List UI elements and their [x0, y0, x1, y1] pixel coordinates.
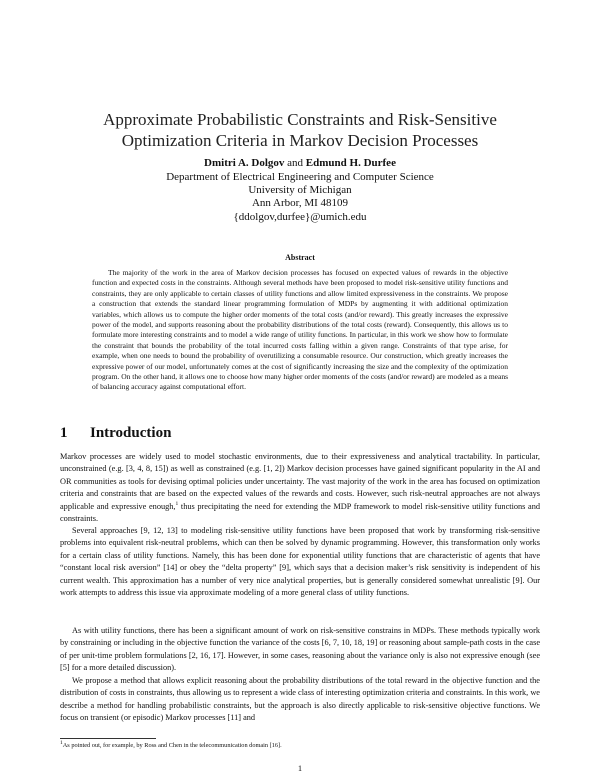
intro-paragraph-1-text-b: thus precipitating the need for extending the MDP framework to model risk-sensitive utility functions and constraints. [60, 501, 541, 524]
section-number: 1 [60, 425, 68, 441]
affiliation-department: Department of Electrical Engineering and Computer Science [166, 171, 434, 183]
author-conjunction: and [284, 157, 306, 169]
intro-paragraph-4: We propose a method that allows explicit reasoning about the probability distributions of the total reward in the objective function and the distribution of costs in constraints, thus allowing us to represent a wide class of interesting optimization criteria and constraints. In this work, we describe a method for handling probabilistic constraints, but the approach is also directly applicable to risk-sensitive objective functions. We focus on transient (or episodic) Markov processes [11] and [60, 676, 540, 723]
author-1: Dmitri A. Dolgov [204, 157, 285, 169]
title-line-1: Approximate Probabilistic Constraints and Risk-Sensitive [103, 110, 497, 129]
intro-paragraph-3: As with utility functions, there has been a significant amount of work on risk-sensitive constrains in MDPs. These methods typically work by constraining or including in the objective function the variance of the costs [6, 7, 10, 18, 19] or reasoning about sample-path costs in the case of per unit-time problem formulations [2, 16, 17]. However, in some cases, reasoning about the variance only is also not expressive enough (see [5] for a more detailed discussion). [60, 626, 540, 673]
footnote-reference: 1 [175, 501, 179, 508]
section-title: Introduction [90, 425, 172, 441]
intro-paragraph-2: Several approaches [9, 12, 13] to modeling risk-sensitive utility functions have been proposed that work by transforming risk-sensitive problems into equivalent risk-neutral problems, which can then be solved by dynamic programming. However, this transformation only works for a certain class of utility functions. Namely, this has been done for exponential utility functions that are characteristic of agents that have “constant local risk aversion” [14] or obey the “delta property” [9], which says that a decision maker’s risk sensitivity is independent of his current wealth. This approximation has a number of very nice analytical properties, but is generally considered somewhat unrealistic [9]. Our work attempts to address this issue via approximate modeling of a more general class of utility functions. [60, 526, 540, 598]
footnote-marker: 1 [60, 739, 63, 746]
author-emails: {ddolgov,durfee}@umich.edu [233, 211, 367, 223]
page-number: 1 [297, 763, 303, 773]
intro-paragraph-1-text-a: Markov processes are widely used to model stochastic environments, due to their expressiveness and analytical tractability. In particular, unconstrained (e.g. [3, 4, 8, 15]) as well as constrained (e.g. [1, 2]) Markov decision processes have gained significant popularity in the AI and OR communities as tools for devising optimal policies under uncertainty. The vast majority of the work in the area has focused on optimization criteria and constraints that are based on the expected values of the rewards and costs. However, such risk-neutral approaches are not always applicable and expressive enough, [60, 452, 540, 511]
author-2: Edmund H. Durfee [305, 157, 396, 169]
affiliation-address: Ann Arbor, MI 48109 [251, 197, 349, 209]
footnote-text: As pointed out, for example, by Ross and Chen in the telecommunication domain [16]. [62, 742, 282, 749]
affiliation-university: University of Michigan [248, 184, 352, 196]
abstract-text: The majority of the work in the area of Markov decision processes has focused on expected values of rewards in the objective function and expected costs in the constraints. Although several methods have been proposed to model risk-sensitive utility functions and constraints, they are only applicable to certain classes of utility functions and allow limited expressiveness in the constraints. We propose a construction that extends the standard linear programming formulation of MDPs by augmenting it with additional optimization variables, which allows us to compute the higher order moments of the total costs (and/or reward). This greatly increases the expressive power of the model, and supports reasoning about the probability distributions of the total costs (reward). Consequently, this allows us to formulate more interesting constraints and to model a wide range of utility functions. In particular, in this work we show how to formulate the constraint that bounds the probability of the total incurred costs falling within a given range. Constraints of that type arise, for example, when one needs to bound the probability of overutilizing a consumable resource. Our construction, which greatly increases the expressive power of our model, unfortunately comes at the cost of significantly increasing the size and the complexity of the optimization program. On the other hand, it allows one to choose how many higher order moments of the costs (and/or reward) are modeled as a means of balancing accuracy against computational effort. [92, 268, 508, 392]
footnote [60, 739, 540, 750]
footnote-divider [60, 738, 156, 739]
title-line-2: Optimization Criteria in Markov Decision Processes [121, 131, 479, 150]
author-line [60, 157, 540, 170]
paper-title [60, 109, 540, 151]
section-heading [60, 425, 171, 442]
intro-paragraph-1 [60, 451, 540, 526]
abstract-heading: Abstract [285, 253, 315, 262]
